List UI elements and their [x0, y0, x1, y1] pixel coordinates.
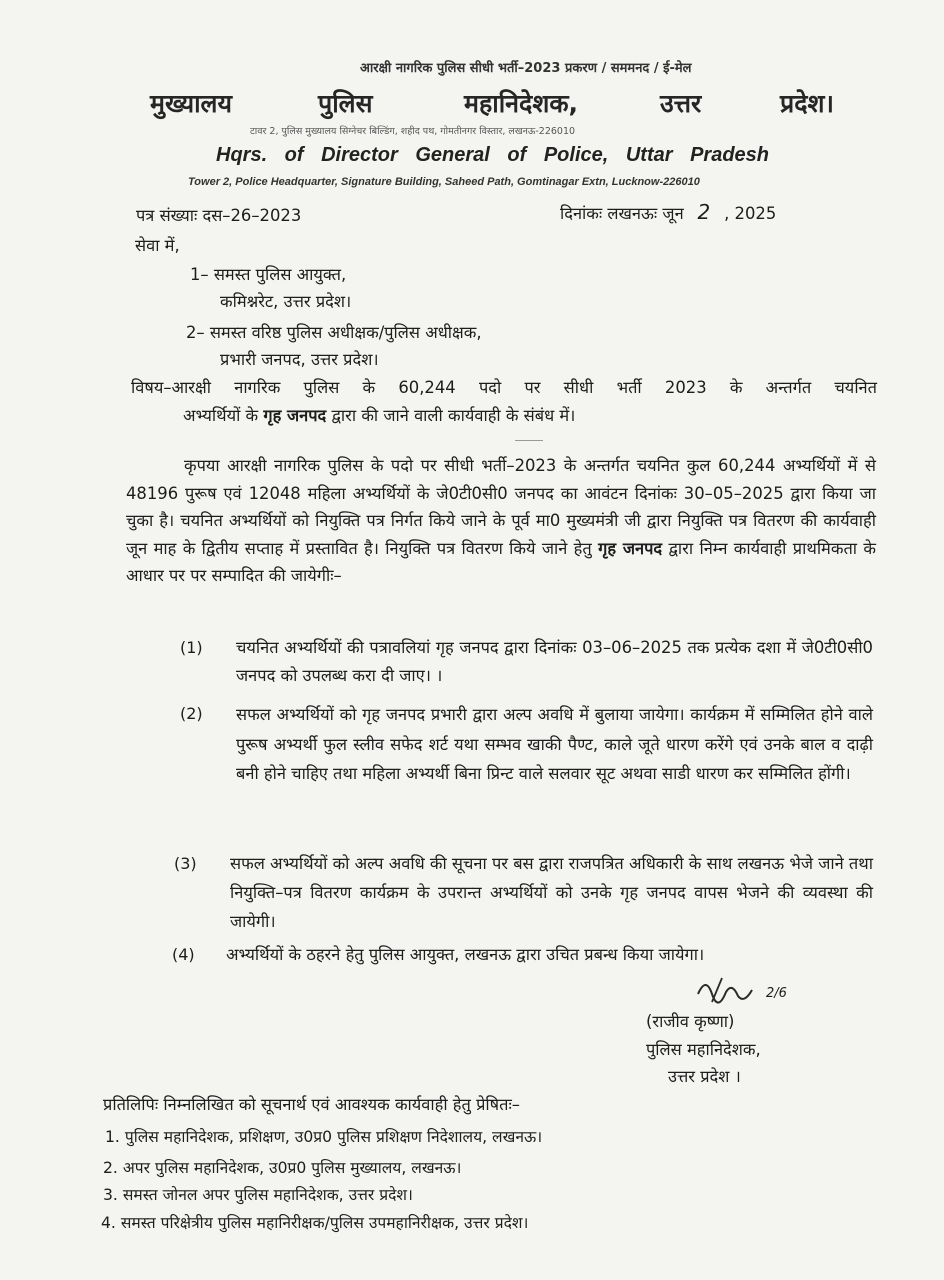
- copy-to-item: 2. अपर पुलिस महानिदेशक, उ0प्र0 पुलिस मुख्यालय, लखनऊ।: [103, 1159, 462, 1177]
- hindi-title-word-3: महानिदेशक,: [464, 89, 579, 118]
- subject-text: अभ्यर्थियों के: [183, 405, 259, 425]
- subject-line1: विषय–आरक्षी नागरिक पुलिस के 60,244 पदो पर सीधी भर्ती 2023 के अन्तर्गत चयनित: [131, 378, 877, 397]
- hindi-title-word-5: प्रदेश।: [780, 89, 834, 118]
- recipient-number: 1–: [190, 265, 209, 284]
- point-number: (3): [174, 854, 197, 873]
- subject-bold-text: गृह जनपद: [263, 405, 327, 425]
- intro-text: द्वारा निम्न कार्यवाही प्राथमिकता के आधार पर पर सम्पादित की जायेगीः–: [126, 538, 876, 586]
- recipient-1: [190, 262, 346, 285]
- date-year: , 2025: [724, 204, 777, 223]
- copy-to-item: 3. समस्त जोनल अपर पुलिस महानिदेशक, उत्तर प्रदेश।: [103, 1186, 413, 1204]
- point-number: (1): [180, 638, 203, 657]
- copy-to-item: 1. पुलिस महानिदेशक, प्रशिक्षण, उ0प्र0 पुलिस प्रशिक्षण निदेशालय, लखनऊ।: [105, 1128, 543, 1146]
- recipient-1-line2: कमिश्नरेट, उत्तर प्रदेश।: [220, 292, 352, 311]
- recipient-line1: समस्त वरिष्ठ पुलिस अधीक्षक/पुलिस अधीक्षक,: [209, 323, 482, 342]
- english-title: Hqrs. of Director General of Police, Uttar Pradesh: [216, 144, 770, 166]
- point-2-text: सफल अभ्यर्थियों को गृह जनपद प्रभारी द्वारा अल्प अवधि में बुलाया जायेगा। कार्यक्रम में सम्मिलित होने वाले पुरूष अभ्यर्थी फुल स्लीव सफेद शर्ट यथा सम्भव खाकी पैण्ट, काले जूते धारण करेंगे एवं उनके बाल व दाढ़ी बनी होने चाहिए तथा महिला अभ्यर्थी बिना प्रिन्ट वाले सलवार सूट अथवा साडी धारण कर सम्मिलित होंगी।: [236, 705, 873, 783]
- subject-text: द्वारा की जाने वाली कार्यवाही के संबंध में।: [331, 405, 576, 425]
- subject-line2: [131, 402, 877, 430]
- signatory-state: उत्तर प्रदेश ।: [668, 1067, 741, 1086]
- recipient-number: 2–: [186, 323, 205, 342]
- point-4-text: अभ्यर्थियों के ठहरने हेतु पुलिस आयुक्त, लखनऊ द्वारा उचित प्रबन्ध किया जायेगा।: [226, 945, 705, 964]
- reference-line: आरक्षी नागरिक पुलिस सीधी भर्ती–2023 प्रकरण / सममनद / ई-मेल: [360, 61, 692, 76]
- hindi-title-word-4: उत्तर: [660, 89, 702, 118]
- signatory-designation: पुलिस महानिदेशक,: [646, 1040, 761, 1059]
- subject: [131, 374, 877, 429]
- hindi-title-word-1: मुख्यालय: [150, 89, 233, 118]
- hindi-address: टावर 2, पुलिस मुख्यालय सिग्नेचर बिल्डिंग, शहीद पथ, गोमतीनगर विस्तार, लखनऊ-226010: [250, 126, 576, 137]
- copy-to-item: 4. समस्त परिक्षेत्रीय पुलिस महानिरीक्षक/पुलिस उपमहानिरीक्षक, उत्तर प्रदेश।: [101, 1214, 529, 1232]
- point-number: (2): [180, 704, 203, 723]
- date-label: दिनांकः लखनऊः जून: [560, 204, 684, 223]
- intro-paragraph: [126, 452, 876, 590]
- intro-text: कृपया आरक्षी नागरिक पुलिस के पदो पर सीधी भर्ती–2023 के अन्तर्गत चयनित कुल 60,244 अभ्यर्थियों में से 48196 पुरूष एवं 12048 महिला अभ्यर्थियों के जे0टी0सी0 जनपद का आवंटन दिनांकः 30–05–2025 द्वारा किया जा चुका है। चयनित अभ्यर्थियों को नियुक्ति पत्र निर्गत किये जाने के पूर्व मा0 मुख्यमंत्री जी द्वारा नियुक्ति पत्र वितरण की कार्यवाही जून माह के द्वितीय सप्ताह में प्रस्तावित है। नियुक्ति पत्र वितरण किये जाने हेतु: [126, 456, 876, 558]
- intro-bold-text: गृह जनपद: [598, 538, 663, 558]
- letter-number: पत्र संख्याः दस–26–2023: [136, 206, 302, 225]
- date-day: 2: [697, 200, 711, 224]
- divider: [515, 440, 543, 441]
- recipient-2: [186, 320, 482, 343]
- point-number: (4): [172, 945, 195, 964]
- letter-date: [560, 200, 776, 224]
- english-address: Tower 2, Police Headquarter, Signature Building, Saheed Path, Gomtinagar Extn, Lucknow-226010: [188, 176, 700, 188]
- signatory-name: (राजीव कृष्णा): [646, 1012, 735, 1031]
- point-1-text: चयनित अभ्यर्थियों की पत्रावलियां गृह जनपद द्वारा दिनांकः 03–06–2025 तक प्रत्येक दशा में जे0टी0सी0 जनपद को उपलब्ध करा दी जाए। ।: [236, 638, 873, 685]
- point-3-text: सफल अभ्यर्थियों को अल्प अवधि की सूचना पर बस द्वारा राजपत्रित अधिकारी के साथ लखनऊ भेजे जाने तथा नियुक्ति–पत्र वितरण कार्यक्रम के उपरान्त अभ्यर्थियों को उनके गृह जनपद वापस भेजने की व्यवस्था की जायेगी।: [230, 854, 873, 931]
- hindi-title-word-2: पुलिस: [318, 89, 373, 118]
- signature-initials: 2/6: [766, 986, 787, 1001]
- copy-to-heading: प्रतिलिपिः निम्नलिखित को सूचनार्थ एवं आवश्यक कार्यवाही हेतु प्रेषितः–: [103, 1095, 520, 1114]
- salutation: सेवा में,: [135, 236, 180, 255]
- recipient-line1: समस्त पुलिस आयुक्त,: [213, 265, 347, 284]
- recipient-2-line2: प्रभारी जनपद, उत्तर प्रदेश।: [220, 350, 379, 369]
